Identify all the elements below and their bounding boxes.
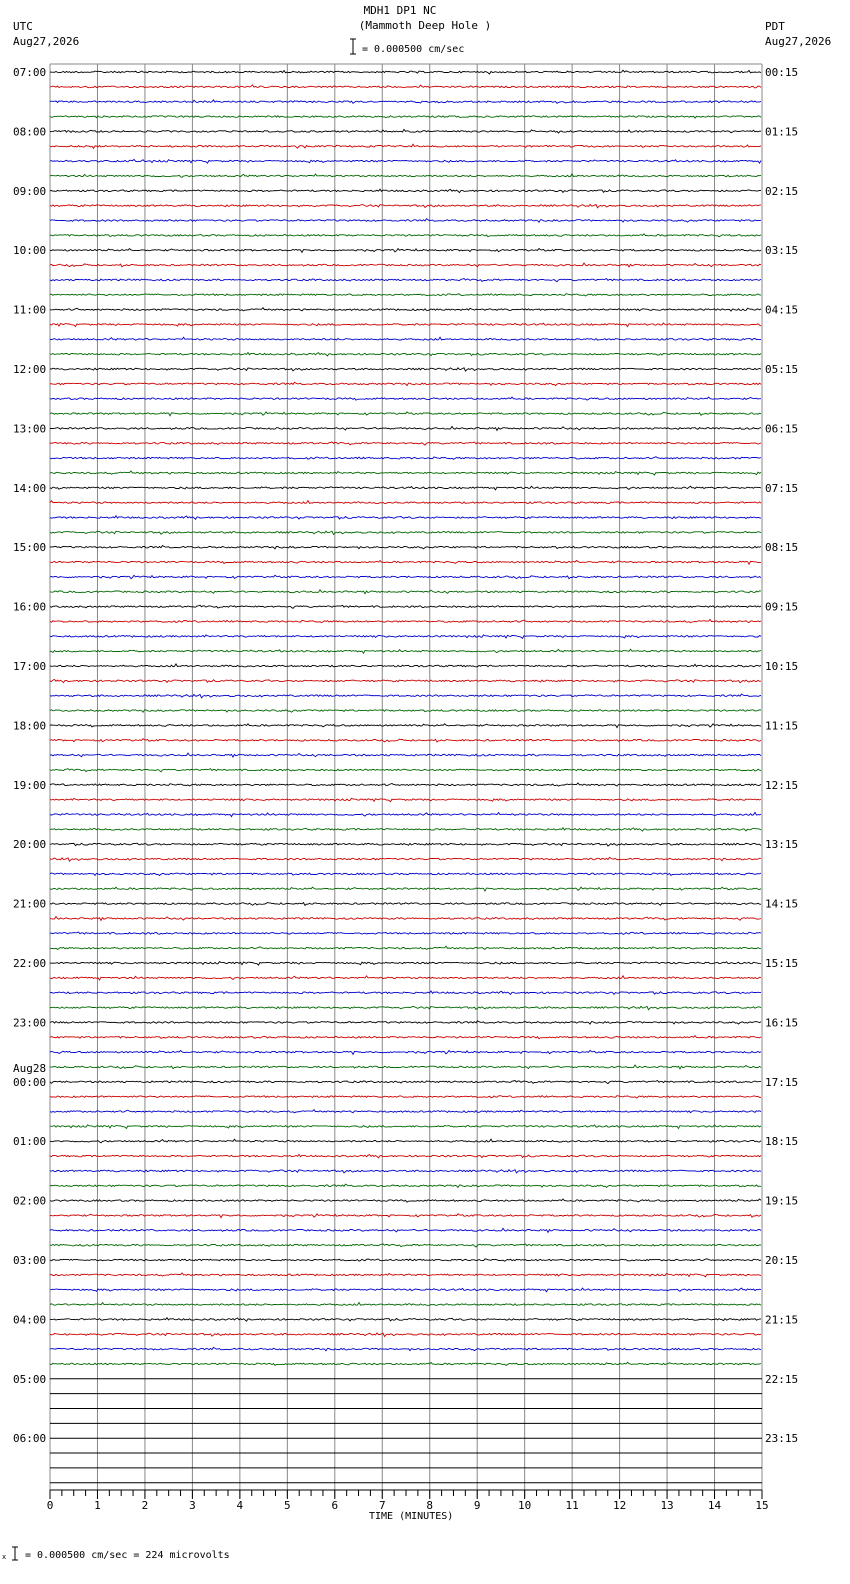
- x-tick-label: 12: [612, 1499, 627, 1512]
- trace-row-61: [50, 976, 761, 980]
- plot-grid: [50, 64, 762, 1498]
- right-hour-label: 10:15: [765, 660, 799, 673]
- trace-row-8: [50, 189, 761, 193]
- left-hour-label: 02:00: [13, 1194, 47, 1208]
- left-hour-label: 05:00: [13, 1372, 47, 1386]
- trace-row-5: [50, 144, 761, 148]
- trace-row-53: [50, 857, 761, 861]
- scale-label: = 0.000500 cm/sec: [362, 44, 465, 55]
- time-axis: [47, 1490, 769, 1512]
- trace-row-60: [50, 962, 761, 966]
- trace-row-9: [50, 204, 761, 207]
- trace-row-81: [50, 1273, 761, 1277]
- trace-row-45: [50, 739, 761, 742]
- trace-row-78: [50, 1228, 761, 1232]
- left-hour-label: 09:00: [13, 184, 47, 198]
- trace-row-27: [50, 471, 761, 475]
- trace-row-36: [50, 605, 761, 608]
- footer-scale-icon: [2, 1546, 20, 1562]
- left-hour-label: 03:00: [13, 1254, 47, 1267]
- utc-date: Aug27,2026: [13, 35, 80, 48]
- trace-row-6: [50, 159, 761, 163]
- x-tick-label: 1: [94, 1499, 101, 1512]
- trace-row-20: [50, 368, 761, 371]
- trace-row-19: [50, 353, 761, 356]
- trace-row-31: [50, 531, 761, 534]
- right-hour-label: 04:15: [765, 303, 799, 317]
- right-hour-label: 23:15: [765, 1432, 799, 1446]
- trace-row-50: [50, 812, 761, 816]
- trace-row-29: [50, 501, 761, 504]
- left-hour-label: 01:00: [13, 1135, 47, 1149]
- trace-row-40: [50, 664, 761, 667]
- x-tick-label: 8: [426, 1499, 434, 1512]
- trace-row-71: [50, 1125, 761, 1129]
- trace-row-21: [50, 382, 761, 385]
- right-hour-label: 16:15: [765, 1016, 799, 1030]
- trace-row-34: [50, 575, 761, 579]
- trace-row-84: [50, 1318, 761, 1322]
- trace-row-42: [50, 694, 761, 698]
- right-hour-label: 02:15: [765, 184, 799, 198]
- right-hour-label: 19:15: [765, 1194, 799, 1208]
- trace-row-63: [50, 1006, 761, 1009]
- trace-row-33: [50, 560, 761, 564]
- trace-row-15: [50, 294, 761, 296]
- trace-row-51: [50, 828, 761, 831]
- left-hour-label: 17:00: [13, 660, 47, 673]
- x-tick-label: 13: [660, 1499, 674, 1512]
- date-change-label: Aug28: [13, 1061, 47, 1075]
- right-hour-label: 03:15: [765, 244, 799, 258]
- trace-row-49: [50, 798, 761, 801]
- right-hour-label: 11:15: [765, 719, 799, 733]
- trace-row-48: [50, 783, 761, 786]
- right-hour-label: 01:15: [765, 125, 799, 139]
- trace-row-44: [50, 724, 761, 728]
- trace-row-58: [50, 932, 761, 934]
- trace-row-72: [50, 1139, 761, 1143]
- trace-row-17: [50, 323, 761, 327]
- left-hour-label: 13:00: [13, 422, 47, 436]
- trace-row-66: [50, 1050, 761, 1054]
- trace-row-79: [50, 1244, 761, 1247]
- trace-row-10: [50, 219, 761, 222]
- pdt-label: PDT: [765, 20, 785, 33]
- trace-row-1: [50, 85, 761, 88]
- left-hour-label: 14:00: [13, 481, 47, 495]
- trace-row-86: [50, 1347, 761, 1350]
- trace-row-76: [50, 1199, 761, 1202]
- trace-row-85: [50, 1333, 761, 1336]
- left-hour-label: 07:00: [13, 66, 47, 79]
- trace-row-32: [50, 546, 761, 549]
- trace-row-65: [50, 1036, 761, 1039]
- station-title: MDH1 DP1 NC: [363, 4, 437, 17]
- right-hour-label: 07:15: [765, 481, 799, 495]
- trace-row-14: [50, 279, 761, 282]
- right-hour-label: 14:15: [765, 897, 799, 911]
- left-hour-label: 11:00: [13, 303, 47, 317]
- right-hour-label: 05:15: [765, 363, 799, 376]
- utc-label: UTC: [13, 20, 33, 33]
- right-hour-label: 12:15: [765, 778, 799, 792]
- trace-row-35: [50, 590, 761, 594]
- trace-row-82: [50, 1288, 761, 1292]
- x-tick-label: 11: [565, 1499, 579, 1512]
- x-tick-label: 9: [473, 1499, 481, 1512]
- left-hour-label: 21:00: [13, 897, 47, 911]
- trace-row-7: [50, 174, 761, 178]
- left-hour-label: 22:00: [13, 957, 47, 970]
- left-hour-label: 10:00: [13, 244, 47, 258]
- trace-row-43: [50, 710, 761, 713]
- right-hour-label: 20:15: [765, 1254, 799, 1267]
- left-hour-label: 00:00: [13, 1075, 47, 1089]
- left-hour-label: 04:00: [13, 1313, 47, 1327]
- pdt-date: Aug27,2026: [765, 35, 832, 48]
- trace-row-46: [50, 753, 761, 757]
- trace-row-67: [50, 1065, 761, 1069]
- trace-row-55: [50, 887, 761, 891]
- trace-row-70: [50, 1110, 761, 1113]
- left-hour-label: 06:00: [13, 1432, 47, 1446]
- x-tick-label: 2: [141, 1499, 149, 1512]
- trace-row-25: [50, 442, 761, 445]
- trace-row-13: [50, 263, 761, 267]
- trace-row-47: [50, 769, 761, 772]
- trace-row-64: [50, 1021, 761, 1024]
- trace-row-69: [50, 1096, 761, 1098]
- trace-row-54: [50, 873, 761, 876]
- trace-row-18: [50, 337, 761, 340]
- left-hour-label: 08:00: [13, 125, 47, 139]
- trace-row-77: [50, 1214, 761, 1218]
- trace-row-62: [50, 991, 761, 995]
- trace-row-22: [50, 397, 761, 400]
- left-hour-label: 20:00: [13, 838, 47, 852]
- left-hour-label: 19:00: [13, 778, 47, 792]
- left-hour-label: 23:00: [13, 1016, 47, 1030]
- trace-row-16: [50, 308, 761, 311]
- trace-row-37: [50, 620, 761, 623]
- svg-text:x: x: [2, 1553, 7, 1561]
- right-hour-label: 22:15: [765, 1372, 799, 1386]
- left-hour-label: 15:00: [13, 541, 47, 555]
- x-tick-label: 4: [236, 1499, 244, 1512]
- x-tick-label: 6: [331, 1499, 339, 1512]
- station-location: (Mammoth Deep Hole ): [358, 19, 492, 32]
- right-hour-label: 00:15: [765, 66, 799, 79]
- x-tick-label: 5: [284, 1499, 291, 1512]
- trace-row-0: [50, 70, 761, 74]
- trace-row-57: [50, 917, 761, 921]
- trace-row-87: [50, 1362, 761, 1365]
- trace-row-73: [50, 1154, 761, 1157]
- trace-row-11: [50, 234, 761, 237]
- right-hour-label: 13:15: [765, 838, 799, 852]
- trace-row-56: [50, 903, 761, 906]
- footer-scale-note: = 0.000500 cm/sec = 224 microvolts: [25, 1550, 230, 1561]
- trace-row-41: [50, 679, 761, 682]
- trace-row-80: [50, 1259, 761, 1262]
- right-hour-label: 17:15: [765, 1075, 799, 1089]
- trace-row-83: [50, 1303, 761, 1306]
- left-hour-label: 18:00: [13, 719, 47, 733]
- x-tick-label: 10: [518, 1499, 532, 1512]
- right-hour-label: 21:15: [765, 1313, 799, 1327]
- trace-row-3: [50, 116, 761, 118]
- trace-row-68: [50, 1080, 761, 1083]
- trace-row-28: [50, 486, 761, 490]
- x-tick-label: 15: [755, 1499, 769, 1512]
- trace-row-74: [50, 1170, 761, 1173]
- trace-row-12: [50, 249, 761, 253]
- x-tick-label: 14: [707, 1499, 722, 1512]
- x-tick-label: 7: [378, 1499, 386, 1512]
- right-hour-label: 09:15: [765, 600, 799, 614]
- trace-row-24: [50, 426, 761, 430]
- left-hour-label: 12:00: [13, 363, 47, 376]
- x-tick-label: 3: [189, 1499, 196, 1512]
- trace-row-52: [50, 843, 761, 846]
- trace-row-59: [50, 946, 761, 949]
- x-tick-label: 0: [46, 1499, 54, 1512]
- trace-row-26: [50, 457, 761, 460]
- trace-row-39: [50, 649, 761, 653]
- right-hour-label: 08:15: [765, 541, 799, 555]
- trace-group: [50, 70, 762, 1483]
- left-hour-label: 16:00: [13, 600, 47, 614]
- trace-row-2: [50, 100, 761, 103]
- x-axis-label: TIME (MINUTES): [369, 1511, 454, 1522]
- trace-row-75: [50, 1184, 761, 1187]
- right-hour-label: 15:15: [765, 957, 799, 970]
- right-hour-label: 18:15: [765, 1135, 799, 1149]
- trace-row-30: [50, 516, 761, 520]
- right-hour-label: 06:15: [765, 422, 799, 436]
- trace-row-23: [50, 412, 761, 416]
- trace-row-4: [50, 129, 761, 133]
- trace-row-38: [50, 635, 761, 639]
